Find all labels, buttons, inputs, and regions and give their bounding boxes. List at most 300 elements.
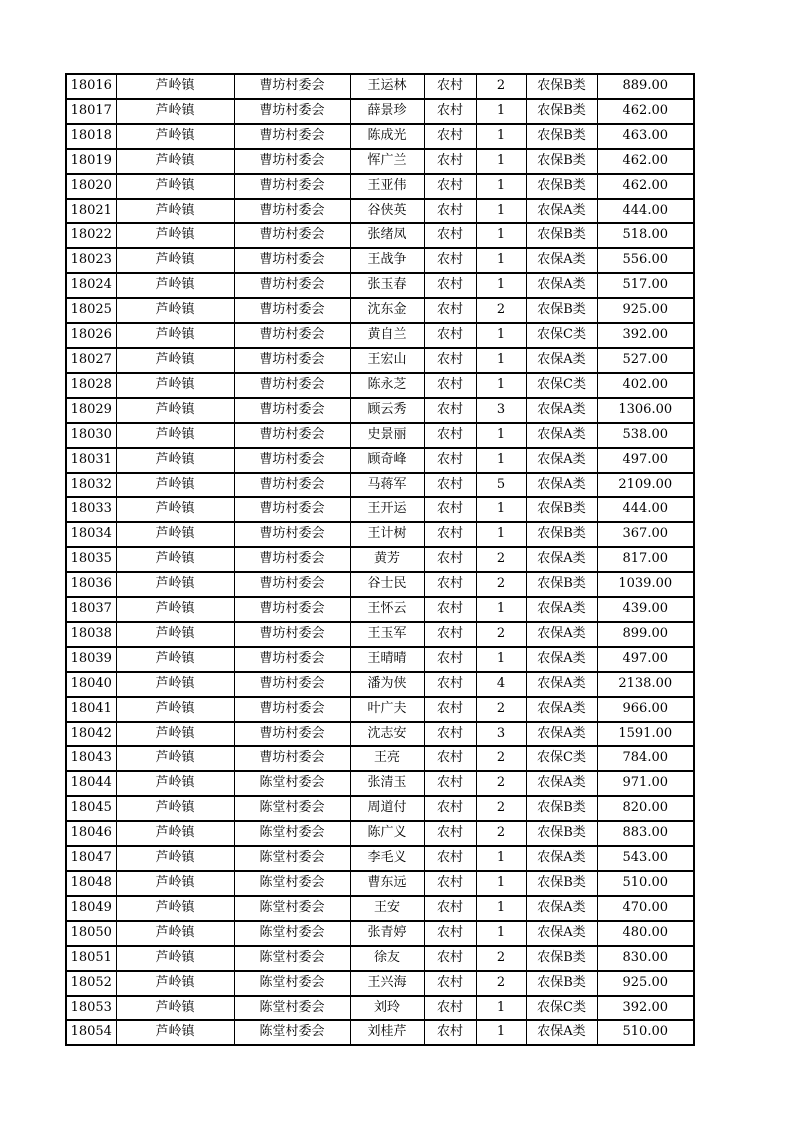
table-row [66, 99, 694, 124]
cell-person_name: 李毛义 [350, 846, 424, 871]
cell-person_name: 顾奇峰 [350, 448, 424, 473]
cell-village_committee: 曹坊村委会 [234, 323, 350, 348]
cell-village_committee: 曹坊村委会 [234, 622, 350, 647]
cell-town: 芦岭镇 [116, 971, 234, 996]
cell-insurance_class: 农保B类 [526, 223, 597, 248]
cell-amount: 966.00 [597, 697, 694, 722]
cell-insurance_class: 农保B类 [526, 572, 597, 597]
cell-town: 芦岭镇 [116, 1020, 234, 1045]
cell-residence_type: 农村 [424, 99, 476, 124]
cell-amount: 1306.00 [597, 398, 694, 423]
cell-person_count: 1 [476, 871, 526, 896]
insurance-records-table-body [66, 74, 694, 1045]
cell-insurance_class: 农保A类 [526, 771, 597, 796]
cell-village_committee: 曹坊村委会 [234, 273, 350, 298]
cell-record_id: 18025 [66, 298, 116, 323]
cell-village_committee: 曹坊村委会 [234, 672, 350, 697]
cell-person_count: 2 [476, 771, 526, 796]
cell-person_name: 张清玉 [350, 771, 424, 796]
cell-person_name: 黄芳 [350, 547, 424, 572]
cell-residence_type: 农村 [424, 971, 476, 996]
table-row [66, 996, 694, 1021]
cell-amount: 402.00 [597, 373, 694, 398]
cell-town: 芦岭镇 [116, 846, 234, 871]
cell-person_count: 1 [476, 647, 526, 672]
cell-town: 芦岭镇 [116, 547, 234, 572]
cell-person_count: 1 [476, 273, 526, 298]
cell-person_count: 1 [476, 448, 526, 473]
cell-person_count: 1 [476, 921, 526, 946]
cell-insurance_class: 农保A类 [526, 697, 597, 722]
cell-town: 芦岭镇 [116, 746, 234, 771]
cell-record_id: 18051 [66, 946, 116, 971]
cell-amount: 392.00 [597, 996, 694, 1021]
cell-record_id: 18020 [66, 174, 116, 199]
cell-village_committee: 陈堂村委会 [234, 871, 350, 896]
cell-person_count: 1 [476, 348, 526, 373]
cell-residence_type: 农村 [424, 223, 476, 248]
cell-person_name: 王晴晴 [350, 647, 424, 672]
cell-village_committee: 曹坊村委会 [234, 572, 350, 597]
cell-amount: 470.00 [597, 896, 694, 921]
cell-person_count: 1 [476, 99, 526, 124]
cell-village_committee: 曹坊村委会 [234, 722, 350, 747]
cell-village_committee: 曹坊村委会 [234, 473, 350, 498]
cell-record_id: 18017 [66, 99, 116, 124]
cell-residence_type: 农村 [424, 746, 476, 771]
cell-residence_type: 农村 [424, 771, 476, 796]
cell-person_name: 沈东金 [350, 298, 424, 323]
cell-amount: 444.00 [597, 199, 694, 224]
cell-person_count: 1 [476, 423, 526, 448]
cell-insurance_class: 农保C类 [526, 323, 597, 348]
cell-amount: 556.00 [597, 248, 694, 273]
cell-village_committee: 曹坊村委会 [234, 522, 350, 547]
cell-village_committee: 陈堂村委会 [234, 971, 350, 996]
cell-insurance_class: 农保C类 [526, 373, 597, 398]
cell-person_name: 陈广义 [350, 821, 424, 846]
cell-person_count: 2 [476, 796, 526, 821]
cell-amount: 830.00 [597, 946, 694, 971]
cell-record_id: 18043 [66, 746, 116, 771]
cell-residence_type: 农村 [424, 448, 476, 473]
cell-insurance_class: 农保A类 [526, 199, 597, 224]
cell-residence_type: 农村 [424, 597, 476, 622]
cell-village_committee: 曹坊村委会 [234, 74, 350, 99]
cell-amount: 1591.00 [597, 722, 694, 747]
cell-person_count: 5 [476, 473, 526, 498]
cell-person_count: 1 [476, 1020, 526, 1045]
cell-amount: 820.00 [597, 796, 694, 821]
cell-person_name: 张青婷 [350, 921, 424, 946]
cell-town: 芦岭镇 [116, 771, 234, 796]
cell-person_count: 1 [476, 522, 526, 547]
cell-person_count: 1 [476, 248, 526, 273]
cell-amount: 527.00 [597, 348, 694, 373]
cell-person_count: 1 [476, 149, 526, 174]
table-row [66, 896, 694, 921]
cell-residence_type: 农村 [424, 846, 476, 871]
cell-person_count: 1 [476, 597, 526, 622]
cell-residence_type: 农村 [424, 124, 476, 149]
cell-town: 芦岭镇 [116, 248, 234, 273]
table-row [66, 149, 694, 174]
table-row [66, 248, 694, 273]
cell-residence_type: 农村 [424, 497, 476, 522]
cell-amount: 883.00 [597, 821, 694, 846]
cell-amount: 925.00 [597, 971, 694, 996]
cell-residence_type: 农村 [424, 398, 476, 423]
cell-insurance_class: 农保A类 [526, 672, 597, 697]
cell-amount: 889.00 [597, 74, 694, 99]
cell-village_committee: 曹坊村委会 [234, 497, 350, 522]
cell-town: 芦岭镇 [116, 174, 234, 199]
cell-village_committee: 陈堂村委会 [234, 771, 350, 796]
table-row [66, 622, 694, 647]
cell-insurance_class: 农保A类 [526, 597, 597, 622]
cell-village_committee: 陈堂村委会 [234, 996, 350, 1021]
cell-insurance_class: 农保B类 [526, 971, 597, 996]
table-row [66, 522, 694, 547]
table-row [66, 448, 694, 473]
cell-town: 芦岭镇 [116, 946, 234, 971]
cell-person_name: 曹东远 [350, 871, 424, 896]
cell-residence_type: 农村 [424, 672, 476, 697]
cell-person_count: 3 [476, 398, 526, 423]
cell-person_name: 王战争 [350, 248, 424, 273]
cell-record_id: 18047 [66, 846, 116, 871]
cell-insurance_class: 农保A类 [526, 846, 597, 871]
cell-record_id: 18046 [66, 821, 116, 846]
cell-person_name: 薛景珍 [350, 99, 424, 124]
cell-village_committee: 曹坊村委会 [234, 199, 350, 224]
table-row [66, 398, 694, 423]
cell-insurance_class: 农保A类 [526, 448, 597, 473]
cell-town: 芦岭镇 [116, 298, 234, 323]
cell-record_id: 18052 [66, 971, 116, 996]
cell-town: 芦岭镇 [116, 597, 234, 622]
cell-village_committee: 曹坊村委会 [234, 223, 350, 248]
cell-amount: 497.00 [597, 647, 694, 672]
cell-insurance_class: 农保B类 [526, 74, 597, 99]
cell-insurance_class: 农保A类 [526, 273, 597, 298]
cell-town: 芦岭镇 [116, 273, 234, 298]
table-row [66, 597, 694, 622]
cell-person_name: 徐友 [350, 946, 424, 971]
cell-person_name: 谷士民 [350, 572, 424, 597]
cell-record_id: 18034 [66, 522, 116, 547]
cell-amount: 444.00 [597, 497, 694, 522]
cell-town: 芦岭镇 [116, 996, 234, 1021]
cell-person_name: 顾云秀 [350, 398, 424, 423]
cell-village_committee: 曹坊村委会 [234, 448, 350, 473]
cell-insurance_class: 农保A类 [526, 722, 597, 747]
table-row [66, 497, 694, 522]
cell-record_id: 18045 [66, 796, 116, 821]
cell-residence_type: 农村 [424, 547, 476, 572]
cell-person_count: 1 [476, 846, 526, 871]
cell-amount: 518.00 [597, 223, 694, 248]
cell-person_name: 刘桂芹 [350, 1020, 424, 1045]
cell-insurance_class: 农保B类 [526, 174, 597, 199]
insurance-records-table [65, 73, 695, 1046]
cell-village_committee: 曹坊村委会 [234, 99, 350, 124]
cell-record_id: 18019 [66, 149, 116, 174]
cell-residence_type: 农村 [424, 298, 476, 323]
table-row [66, 223, 694, 248]
cell-amount: 497.00 [597, 448, 694, 473]
cell-person_name: 王兴海 [350, 971, 424, 996]
cell-town: 芦岭镇 [116, 398, 234, 423]
cell-person_name: 王安 [350, 896, 424, 921]
cell-town: 芦岭镇 [116, 796, 234, 821]
cell-town: 芦岭镇 [116, 423, 234, 448]
cell-person_count: 1 [476, 996, 526, 1021]
cell-person_count: 4 [476, 672, 526, 697]
cell-residence_type: 农村 [424, 149, 476, 174]
cell-village_committee: 陈堂村委会 [234, 896, 350, 921]
table-row [66, 921, 694, 946]
cell-residence_type: 农村 [424, 273, 476, 298]
cell-record_id: 18049 [66, 896, 116, 921]
cell-town: 芦岭镇 [116, 921, 234, 946]
cell-record_id: 18039 [66, 647, 116, 672]
cell-insurance_class: 农保B类 [526, 796, 597, 821]
table-row [66, 298, 694, 323]
cell-village_committee: 陈堂村委会 [234, 796, 350, 821]
cell-town: 芦岭镇 [116, 223, 234, 248]
cell-person_count: 3 [476, 722, 526, 747]
cell-person_count: 2 [476, 946, 526, 971]
cell-record_id: 18038 [66, 622, 116, 647]
cell-record_id: 18048 [66, 871, 116, 896]
cell-person_name: 王亚伟 [350, 174, 424, 199]
cell-amount: 925.00 [597, 298, 694, 323]
cell-record_id: 18024 [66, 273, 116, 298]
cell-person_name: 马蒋军 [350, 473, 424, 498]
cell-amount: 517.00 [597, 273, 694, 298]
table-row [66, 821, 694, 846]
cell-insurance_class: 农保B类 [526, 149, 597, 174]
cell-residence_type: 农村 [424, 473, 476, 498]
cell-person_name: 刘玲 [350, 996, 424, 1021]
cell-person_name: 王亮 [350, 746, 424, 771]
cell-record_id: 18054 [66, 1020, 116, 1045]
cell-village_committee: 曹坊村委会 [234, 348, 350, 373]
cell-amount: 899.00 [597, 622, 694, 647]
cell-person_count: 2 [476, 547, 526, 572]
cell-amount: 2138.00 [597, 672, 694, 697]
table-row [66, 323, 694, 348]
cell-insurance_class: 农保A类 [526, 348, 597, 373]
cell-person_count: 1 [476, 896, 526, 921]
cell-amount: 1039.00 [597, 572, 694, 597]
cell-record_id: 18026 [66, 323, 116, 348]
cell-insurance_class: 农保B类 [526, 497, 597, 522]
cell-insurance_class: 农保B类 [526, 298, 597, 323]
cell-person_name: 张玉春 [350, 273, 424, 298]
cell-amount: 392.00 [597, 323, 694, 348]
table-row [66, 373, 694, 398]
cell-village_committee: 陈堂村委会 [234, 1020, 350, 1045]
cell-town: 芦岭镇 [116, 622, 234, 647]
cell-amount: 817.00 [597, 547, 694, 572]
cell-insurance_class: 农保A类 [526, 647, 597, 672]
cell-person_count: 2 [476, 572, 526, 597]
cell-town: 芦岭镇 [116, 74, 234, 99]
cell-residence_type: 农村 [424, 871, 476, 896]
cell-village_committee: 曹坊村委会 [234, 697, 350, 722]
cell-amount: 463.00 [597, 124, 694, 149]
table-row [66, 946, 694, 971]
cell-amount: 462.00 [597, 174, 694, 199]
cell-record_id: 18050 [66, 921, 116, 946]
cell-person_name: 恽广兰 [350, 149, 424, 174]
cell-insurance_class: 农保A类 [526, 248, 597, 273]
cell-record_id: 18036 [66, 572, 116, 597]
cell-insurance_class: 农保A类 [526, 423, 597, 448]
cell-person_name: 周道付 [350, 796, 424, 821]
cell-residence_type: 农村 [424, 622, 476, 647]
cell-person_name: 王开运 [350, 497, 424, 522]
cell-village_committee: 曹坊村委会 [234, 423, 350, 448]
cell-record_id: 18018 [66, 124, 116, 149]
cell-amount: 538.00 [597, 423, 694, 448]
table-row [66, 871, 694, 896]
cell-person_name: 叶广夫 [350, 697, 424, 722]
cell-person_name: 陈成光 [350, 124, 424, 149]
cell-residence_type: 农村 [424, 199, 476, 224]
cell-insurance_class: 农保A类 [526, 398, 597, 423]
cell-insurance_class: 农保B类 [526, 946, 597, 971]
cell-insurance_class: 农保B类 [526, 871, 597, 896]
cell-residence_type: 农村 [424, 996, 476, 1021]
cell-insurance_class: 农保A类 [526, 896, 597, 921]
table-row [66, 547, 694, 572]
cell-amount: 462.00 [597, 99, 694, 124]
table-row [66, 971, 694, 996]
cell-residence_type: 农村 [424, 946, 476, 971]
cell-record_id: 18053 [66, 996, 116, 1021]
cell-person_count: 1 [476, 497, 526, 522]
cell-person_name: 谷侠英 [350, 199, 424, 224]
cell-record_id: 18041 [66, 697, 116, 722]
table-row [66, 199, 694, 224]
cell-record_id: 18032 [66, 473, 116, 498]
cell-person_count: 2 [476, 821, 526, 846]
cell-insurance_class: 农保A类 [526, 547, 597, 572]
cell-residence_type: 农村 [424, 896, 476, 921]
cell-amount: 543.00 [597, 846, 694, 871]
cell-insurance_class: 农保A类 [526, 1020, 597, 1045]
cell-village_committee: 曹坊村委会 [234, 373, 350, 398]
cell-insurance_class: 农保B类 [526, 99, 597, 124]
cell-person_name: 陈永芝 [350, 373, 424, 398]
cell-person_count: 1 [476, 323, 526, 348]
cell-town: 芦岭镇 [116, 522, 234, 547]
cell-record_id: 18016 [66, 74, 116, 99]
cell-residence_type: 农村 [424, 1020, 476, 1045]
cell-amount: 439.00 [597, 597, 694, 622]
cell-record_id: 18044 [66, 771, 116, 796]
table-row [66, 672, 694, 697]
cell-residence_type: 农村 [424, 572, 476, 597]
cell-person_name: 王运林 [350, 74, 424, 99]
cell-village_committee: 曹坊村委会 [234, 398, 350, 423]
cell-insurance_class: 农保A类 [526, 622, 597, 647]
cell-amount: 784.00 [597, 746, 694, 771]
cell-town: 芦岭镇 [116, 149, 234, 174]
cell-village_committee: 曹坊村委会 [234, 124, 350, 149]
table-row [66, 423, 694, 448]
cell-amount: 462.00 [597, 149, 694, 174]
table-row [66, 697, 694, 722]
cell-village_committee: 曹坊村委会 [234, 547, 350, 572]
cell-residence_type: 农村 [424, 373, 476, 398]
cell-residence_type: 农村 [424, 921, 476, 946]
cell-residence_type: 农村 [424, 821, 476, 846]
cell-record_id: 18023 [66, 248, 116, 273]
cell-village_committee: 陈堂村委会 [234, 921, 350, 946]
cell-town: 芦岭镇 [116, 572, 234, 597]
cell-insurance_class: 农保B类 [526, 124, 597, 149]
cell-record_id: 18042 [66, 722, 116, 747]
cell-town: 芦岭镇 [116, 373, 234, 398]
cell-town: 芦岭镇 [116, 871, 234, 896]
cell-record_id: 18029 [66, 398, 116, 423]
table-row [66, 473, 694, 498]
cell-amount: 510.00 [597, 871, 694, 896]
cell-record_id: 18028 [66, 373, 116, 398]
table-row [66, 572, 694, 597]
cell-person_name: 史景丽 [350, 423, 424, 448]
cell-amount: 367.00 [597, 522, 694, 547]
cell-town: 芦岭镇 [116, 448, 234, 473]
cell-record_id: 18021 [66, 199, 116, 224]
cell-amount: 510.00 [597, 1020, 694, 1045]
cell-record_id: 18037 [66, 597, 116, 622]
cell-insurance_class: 农保A类 [526, 921, 597, 946]
cell-person_name: 王怀云 [350, 597, 424, 622]
cell-insurance_class: 农保C类 [526, 746, 597, 771]
cell-town: 芦岭镇 [116, 672, 234, 697]
cell-person_count: 2 [476, 298, 526, 323]
cell-village_committee: 曹坊村委会 [234, 746, 350, 771]
cell-residence_type: 农村 [424, 248, 476, 273]
cell-person_count: 1 [476, 174, 526, 199]
cell-town: 芦岭镇 [116, 647, 234, 672]
cell-village_committee: 曹坊村委会 [234, 298, 350, 323]
table-row [66, 746, 694, 771]
cell-residence_type: 农村 [424, 323, 476, 348]
cell-village_committee: 曹坊村委会 [234, 174, 350, 199]
cell-person_count: 2 [476, 746, 526, 771]
cell-insurance_class: 农保C类 [526, 996, 597, 1021]
table-row [66, 174, 694, 199]
cell-residence_type: 农村 [424, 697, 476, 722]
cell-person_name: 王宏山 [350, 348, 424, 373]
cell-insurance_class: 农保B类 [526, 522, 597, 547]
cell-record_id: 18030 [66, 423, 116, 448]
table-row [66, 74, 694, 99]
cell-amount: 2109.00 [597, 473, 694, 498]
cell-person_name: 潘为侠 [350, 672, 424, 697]
cell-village_committee: 陈堂村委会 [234, 846, 350, 871]
cell-residence_type: 农村 [424, 796, 476, 821]
cell-person_count: 2 [476, 697, 526, 722]
cell-amount: 971.00 [597, 771, 694, 796]
cell-town: 芦岭镇 [116, 99, 234, 124]
